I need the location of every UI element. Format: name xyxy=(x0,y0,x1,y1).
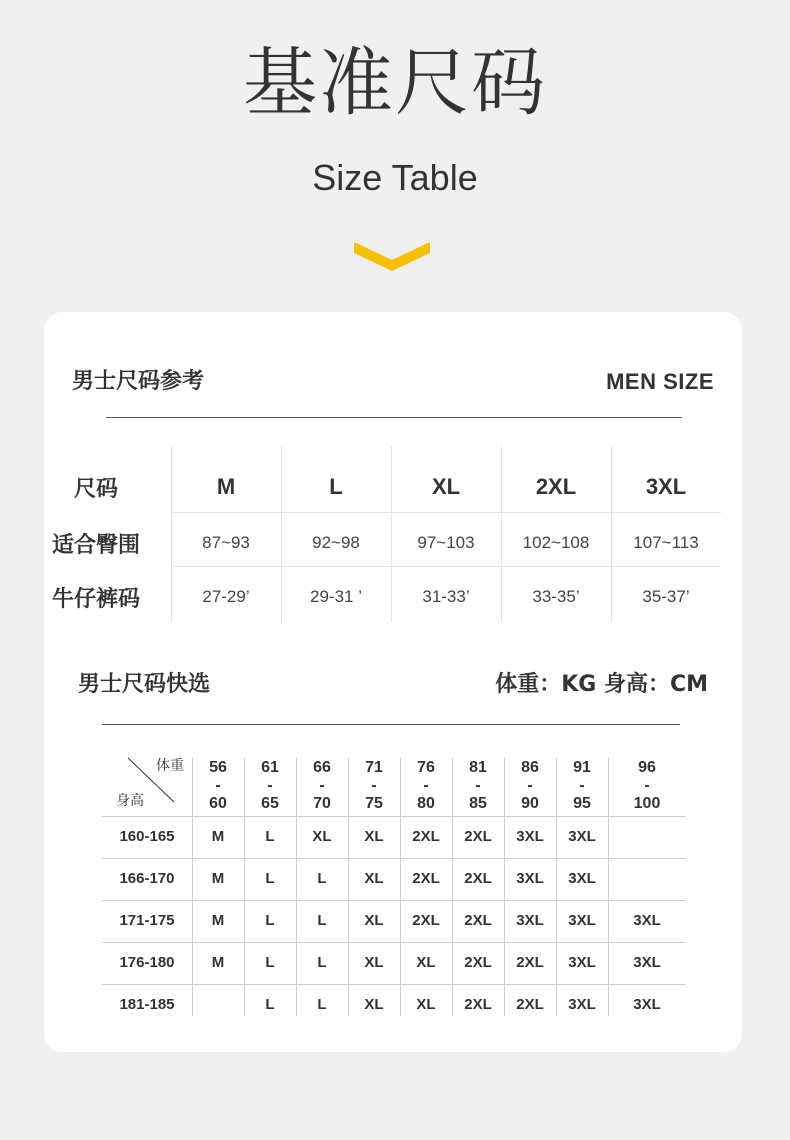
weight-range-header xyxy=(504,756,556,816)
grid-line xyxy=(400,758,401,1016)
height-range-label: 160-165 xyxy=(119,827,175,845)
recommended-size-cell: 2XL xyxy=(412,911,440,929)
recommended-size-cell: 2XL xyxy=(464,827,492,845)
row-label: 尺码 xyxy=(73,476,118,502)
recommended-size-cell: L xyxy=(317,869,327,887)
recommended-size-cell: M xyxy=(211,869,225,887)
grid-line xyxy=(611,446,612,622)
recommended-size-cell: 2XL xyxy=(516,995,544,1013)
weight-range-dash: - xyxy=(423,777,429,794)
weight-range-top: 61 xyxy=(261,759,279,776)
size-value-cell: 97~103 xyxy=(417,533,475,552)
size-value-cell: 92~98 xyxy=(312,533,360,552)
section1-title-en: MEN SIZE xyxy=(606,369,714,394)
weight-range-header xyxy=(296,756,348,816)
grid-line xyxy=(296,758,297,1016)
recommended-size-cell: L xyxy=(317,953,327,971)
weight-range-header xyxy=(556,756,608,816)
grid-line xyxy=(171,446,172,622)
grid-line xyxy=(102,816,686,817)
recommended-size-cell xyxy=(608,816,686,856)
recommended-size-cell: 3XL xyxy=(516,869,544,887)
recommended-size-cell: 2XL xyxy=(464,911,492,929)
size-header-cell: XL xyxy=(431,474,461,499)
chevron-down-icon xyxy=(354,240,430,272)
recommended-size-cell xyxy=(608,858,686,898)
grid-line xyxy=(281,446,282,622)
recommended-size-cell: 2XL xyxy=(464,869,492,887)
recommended-size-cell: M xyxy=(211,953,225,971)
weight-range-dash: - xyxy=(215,777,221,794)
weight-range-top: 76 xyxy=(417,759,435,776)
grid-line xyxy=(244,758,245,1016)
recommended-size-cell: 3XL xyxy=(633,953,661,971)
weight-range-dash: - xyxy=(267,777,273,794)
grid-line xyxy=(501,446,502,622)
recommended-size-cell: 3XL xyxy=(516,911,544,929)
recommended-size-cell: L xyxy=(265,827,275,845)
section2-divider xyxy=(102,724,680,725)
recommended-size-cell: L xyxy=(265,995,275,1013)
grid-line xyxy=(102,984,686,985)
weight-range-header xyxy=(348,756,400,816)
weight-range-bottom: 60 xyxy=(209,795,227,812)
grid-line xyxy=(608,758,609,1016)
recommended-size-cell: XL xyxy=(416,995,436,1013)
size-header-cell: L xyxy=(329,474,343,499)
grid-line xyxy=(102,858,686,859)
page-subtitle: Size Table xyxy=(312,157,478,198)
recommended-size-cell: 2XL xyxy=(412,869,440,887)
recommended-size-cell: XL xyxy=(416,953,436,971)
weight-range-dash: - xyxy=(579,777,585,794)
weight-range-bottom: 80 xyxy=(417,795,435,812)
height-range-label: 181-185 xyxy=(119,995,175,1013)
unit-note: 体重：KG 身高：CM xyxy=(495,672,708,697)
size-header-cell: 3XL xyxy=(645,474,687,499)
weight-range-dash: - xyxy=(371,777,377,794)
size-value-cell: 33-35’ xyxy=(532,587,580,606)
recommended-size-cell: L xyxy=(265,911,275,929)
grid-line xyxy=(556,758,557,1016)
recommended-size-cell: 2XL xyxy=(412,827,440,845)
section1-title: 男士尺码参考 xyxy=(72,369,205,394)
recommended-size-cell: XL xyxy=(312,827,332,845)
recommended-size-cell: 3XL xyxy=(568,911,596,929)
grid-line xyxy=(452,758,453,1016)
recommended-size-cell: 3XL xyxy=(568,953,596,971)
grid-line xyxy=(348,758,349,1016)
section1-divider xyxy=(106,417,682,418)
size-header-cell: M xyxy=(216,474,236,499)
weight-range-bottom: 65 xyxy=(261,795,279,812)
recommended-size-cell: M xyxy=(211,911,225,929)
weight-range-bottom: 95 xyxy=(573,795,591,812)
recommended-size-cell: 3XL xyxy=(633,995,661,1013)
weight-range-bottom: 85 xyxy=(469,795,487,812)
recommended-size-cell: 2XL xyxy=(516,953,544,971)
size-value-cell: 87~93 xyxy=(202,533,250,552)
weight-range-top: 81 xyxy=(469,759,487,776)
weight-range-top: 66 xyxy=(313,759,331,776)
weight-range-dash: - xyxy=(475,777,481,794)
height-range-label: 166-170 xyxy=(119,869,175,887)
size-value-cell: 29-31 ’ xyxy=(310,587,362,606)
recommended-size-cell: 3XL xyxy=(568,827,596,845)
weight-range-bottom: 75 xyxy=(365,795,383,812)
recommended-size-cell: L xyxy=(265,953,275,971)
weight-range-dash: - xyxy=(527,777,533,794)
weight-range-top: 56 xyxy=(209,759,227,776)
height-range-label: 176-180 xyxy=(119,953,175,971)
size-value-cell: 31-33’ xyxy=(422,587,470,606)
weight-range-header xyxy=(400,756,452,816)
recommended-size-cell: L xyxy=(265,869,275,887)
corner-weight-label: 体重 xyxy=(156,758,184,774)
weight-range-header xyxy=(244,756,296,816)
row-label: 牛仔裤码 xyxy=(51,586,140,612)
weight-range-top: 96 xyxy=(638,759,656,776)
weight-range-top: 91 xyxy=(573,759,591,776)
weight-range-header xyxy=(608,756,686,816)
grid-line xyxy=(192,758,193,1016)
page-title: 基准尺码 xyxy=(243,40,547,126)
weight-range-header xyxy=(452,756,504,816)
grid-line xyxy=(102,942,686,943)
recommended-size-cell: 3XL xyxy=(568,995,596,1013)
size-value-cell: 107~113 xyxy=(633,533,699,552)
corner-height-label: 身高 xyxy=(116,793,144,809)
grid-line xyxy=(171,566,721,567)
recommended-size-cell: L xyxy=(317,995,327,1013)
recommended-size-cell: XL xyxy=(364,953,384,971)
recommended-size-cell: 3XL xyxy=(568,869,596,887)
recommended-size-cell xyxy=(192,984,244,1024)
recommended-size-cell: XL xyxy=(364,869,384,887)
size-header-cell: 2XL xyxy=(535,474,577,499)
size-value-cell: 102~108 xyxy=(522,533,590,552)
size-value-cell: 27-29’ xyxy=(202,587,250,606)
grid-line xyxy=(391,446,392,622)
recommended-size-cell: 3XL xyxy=(516,827,544,845)
weight-range-top: 71 xyxy=(365,759,383,776)
recommended-size-cell: L xyxy=(317,911,327,929)
size-card xyxy=(44,312,742,1052)
recommended-size-cell: M xyxy=(211,827,225,845)
weight-range-bottom: 90 xyxy=(521,795,539,812)
row-label: 适合臀围 xyxy=(51,532,140,558)
size-value-cell: 35-37’ xyxy=(642,587,690,606)
recommended-size-cell: 3XL xyxy=(633,911,661,929)
height-range-label: 171-175 xyxy=(119,911,175,929)
recommended-size-cell: XL xyxy=(364,827,384,845)
grid-line xyxy=(102,900,686,901)
weight-range-header xyxy=(192,756,244,816)
weight-range-bottom: 100 xyxy=(633,795,661,812)
recommended-size-cell: 2XL xyxy=(464,995,492,1013)
weight-range-top: 86 xyxy=(521,759,539,776)
grid-line xyxy=(504,758,505,1016)
section2-title: 男士尺码快选 xyxy=(78,672,211,697)
weight-range-bottom: 70 xyxy=(313,795,331,812)
recommended-size-cell: XL xyxy=(364,995,384,1013)
weight-range-dash: - xyxy=(319,777,325,794)
grid-line xyxy=(171,512,721,513)
recommended-size-cell: XL xyxy=(364,911,384,929)
weight-range-dash: - xyxy=(644,777,650,794)
recommended-size-cell: 2XL xyxy=(464,953,492,971)
